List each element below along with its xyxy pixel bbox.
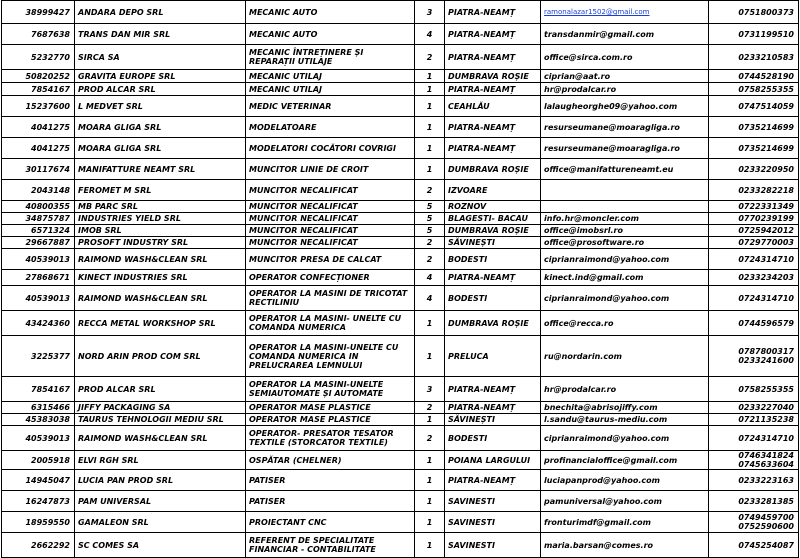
positions-count-cell: 1	[415, 159, 445, 180]
city-cell: PIATRA-NEAMȚ	[445, 138, 541, 159]
phone-cell	[709, 336, 799, 377]
phone-cell: 0233210583	[709, 45, 799, 70]
phone-cell: 0725942012	[709, 225, 799, 237]
company-name-cell: JIFFY PACKAGING SA	[75, 402, 246, 414]
company-code-cell: 40800355	[2, 201, 75, 213]
company-name-cell: MOARA GLIGA SRL	[75, 138, 246, 159]
company-code-cell: 43424360	[2, 311, 75, 336]
city-cell: PIATRA-NEAMȚ	[445, 270, 541, 286]
company-name-cell: L MEDVET SRL	[75, 96, 246, 117]
table-row	[2, 470, 799, 491]
email-cell: hr@prodalcar.ro	[541, 83, 709, 96]
company-code-cell: 7854167	[2, 83, 75, 96]
company-name-cell: FEROMET M SRL	[75, 180, 246, 201]
positions-count-cell: 1	[415, 96, 445, 117]
phone-cell: 0233281385	[709, 491, 799, 512]
job-title-cell: OPERATOR LA MASINI-UNELTE CU COMANDA NUMERICA IN PRELUCRAREA LEMNULUI	[246, 336, 415, 377]
company-name-cell: NORD ARIN PROD COM SRL	[75, 336, 246, 377]
email-cell: fronturimdf@gmail.com	[541, 512, 709, 533]
phone-cell: 0747514059	[709, 96, 799, 117]
company-code-cell: 6571324	[2, 225, 75, 237]
company-name-cell: SC COMES SA	[75, 533, 246, 558]
phone-line: 0787800317	[738, 347, 794, 356]
city-cell: CEAHLĂU	[445, 96, 541, 117]
email-cell: transdanmir@gmail.com	[541, 24, 709, 45]
table-row	[2, 336, 799, 377]
company-name-cell: KINECT INDUSTRIES SRL	[75, 270, 246, 286]
positions-count-cell: 1	[415, 83, 445, 96]
email-cell: ciprian@aat.ro	[541, 70, 709, 83]
job-title-cell: PATISER	[246, 491, 415, 512]
table-row	[2, 117, 799, 138]
email-cell: office@sirca.com.ro	[541, 45, 709, 70]
city-cell: BLAGESTI- BACAU	[445, 213, 541, 225]
phone-cell: 0721135238	[709, 414, 799, 426]
positions-count-cell: 2	[415, 237, 445, 249]
table-row	[2, 225, 799, 237]
job-vacancies-table	[1, 0, 799, 558]
city-cell: DUMBRAVA ROȘIE	[445, 311, 541, 336]
job-title-cell: MUNCITOR NECALIFICAT	[246, 180, 415, 201]
company-name-cell: IMOB SRL	[75, 225, 246, 237]
positions-count-cell: 5	[415, 213, 445, 225]
job-title-cell: OPERATOR LA MASINI-UNELTE SEMIAUTOMATE ȘI AUTOMATE	[246, 377, 415, 402]
email-cell: ru@nordarin.com	[541, 336, 709, 377]
table-row	[2, 512, 799, 533]
city-cell: POIANA LARGULUI	[445, 451, 541, 470]
company-code-cell: 2043148	[2, 180, 75, 201]
email-cell: bnechita@abrisojiffy.com	[541, 402, 709, 414]
company-code-cell: 6315466	[2, 402, 75, 414]
company-name-cell: ANDARA DEPO SRL	[75, 1, 246, 24]
positions-count-cell: 1	[415, 470, 445, 491]
email-link[interactable]: ramonalazar1502@gmail.com	[544, 8, 650, 16]
positions-count-cell: 4	[415, 24, 445, 45]
company-name-cell: RECCA METAL WORKSHOP SRL	[75, 311, 246, 336]
table-row	[2, 180, 799, 201]
phone-cell	[709, 451, 799, 470]
city-cell: BODESTI	[445, 286, 541, 311]
phone-cell: 0233234203	[709, 270, 799, 286]
city-cell: IZVOARE	[445, 180, 541, 201]
phone-cell: 0758255355	[709, 83, 799, 96]
city-cell: PRELUCA	[445, 336, 541, 377]
company-code-cell: 2662292	[2, 533, 75, 558]
email-cell: resurseumane@moaragliga.ro	[541, 138, 709, 159]
city-cell: PIATRA-NEAMȚ	[445, 45, 541, 70]
table-row	[2, 70, 799, 83]
company-name-cell: TAURUS TEHNOLOGII MEDIU SRL	[75, 414, 246, 426]
company-name-cell: GRAVITA EUROPE SRL	[75, 70, 246, 83]
job-title-cell: MECANIC AUTO	[246, 24, 415, 45]
city-cell: DUMBRAVA ROȘIE	[445, 225, 541, 237]
email-cell	[541, 180, 709, 201]
email-cell	[541, 1, 709, 24]
phone-line: 0745633604	[738, 460, 794, 469]
company-code-cell: 16247873	[2, 491, 75, 512]
positions-count-cell: 1	[415, 451, 445, 470]
email-cell: maria.barsan@comes.ro	[541, 533, 709, 558]
positions-count-cell: 1	[415, 512, 445, 533]
job-title-cell: PATISER	[246, 470, 415, 491]
company-code-cell: 3225377	[2, 336, 75, 377]
company-name-cell: MANIFATTURE NEAMT SRL	[75, 159, 246, 180]
table-row	[2, 451, 799, 470]
job-title-cell: OPERATOR LA MASINI DE TRICOTAT RECTILINIU	[246, 286, 415, 311]
table-row	[2, 213, 799, 225]
company-name-cell: PROD ALCAR SRL	[75, 377, 246, 402]
company-name-cell: RAIMOND WASH&CLEAN SRL	[75, 249, 246, 270]
job-title-cell: MUNCITOR NECALIFICAT	[246, 225, 415, 237]
city-cell: PIATRA-NEAMȚ	[445, 377, 541, 402]
city-cell: PIATRA-NEAMȚ	[445, 402, 541, 414]
city-cell: PIATRA-NEAMȚ	[445, 24, 541, 45]
city-cell: BODESTI	[445, 426, 541, 451]
company-name-cell: GAMALEON SRL	[75, 512, 246, 533]
phone-cell: 0722331349	[709, 201, 799, 213]
table-row	[2, 237, 799, 249]
company-name-cell: PROSOFT INDUSTRY SRL	[75, 237, 246, 249]
table-row	[2, 96, 799, 117]
email-cell: lalaugheorghe09@yahoo.com	[541, 96, 709, 117]
company-code-cell: 7854167	[2, 377, 75, 402]
table-row	[2, 377, 799, 402]
positions-count-cell: 5	[415, 201, 445, 213]
city-cell: PIATRA-NEAMȚ	[445, 117, 541, 138]
phone-line: 0233241600	[738, 356, 794, 365]
company-code-cell: 27868671	[2, 270, 75, 286]
company-code-cell: 40539013	[2, 249, 75, 270]
positions-count-cell: 1	[415, 533, 445, 558]
table-row	[2, 1, 799, 24]
phone-line: 0746341824	[738, 451, 794, 460]
company-code-cell: 7687638	[2, 24, 75, 45]
city-cell: SĂVINEȘTI	[445, 414, 541, 426]
phone-cell: 0233282218	[709, 180, 799, 201]
email-cell: ciprianraimond@yahoo.com	[541, 426, 709, 451]
table-row	[2, 491, 799, 512]
email-cell: pamuniversal@yahoo.com	[541, 491, 709, 512]
email-cell: office@recca.ro	[541, 311, 709, 336]
job-title-cell: MECANIC AUTO	[246, 1, 415, 24]
phone-cell: 0233223163	[709, 470, 799, 491]
positions-count-cell: 2	[415, 180, 445, 201]
company-code-cell: 5232770	[2, 45, 75, 70]
job-title-cell: OPERATOR MASE PLASTICE	[246, 402, 415, 414]
job-title-cell: MUNCITOR NECALIFICAT	[246, 201, 415, 213]
table-row	[2, 286, 799, 311]
positions-count-cell: 3	[415, 1, 445, 24]
city-cell: DUMBRAVA ROȘIE	[445, 70, 541, 83]
positions-count-cell: 1	[415, 117, 445, 138]
table-row	[2, 426, 799, 451]
job-title-cell: MUNCITOR PRESA DE CALCAT	[246, 249, 415, 270]
company-name-cell: RAIMOND WASH&CLEAN SRL	[75, 286, 246, 311]
phone-cell: 0745254087	[709, 533, 799, 558]
table-row	[2, 45, 799, 70]
phone-line: 0749459700	[738, 513, 794, 522]
table-row	[2, 311, 799, 336]
email-cell: info.hr@moncler.com	[541, 213, 709, 225]
company-code-cell: 40539013	[2, 426, 75, 451]
table-row	[2, 24, 799, 45]
city-cell: SAVINESTI	[445, 491, 541, 512]
table-row	[2, 138, 799, 159]
phone-cell: 0724314710	[709, 426, 799, 451]
table-row	[2, 533, 799, 558]
table-row	[2, 249, 799, 270]
positions-count-cell: 2	[415, 249, 445, 270]
job-title-cell: OPERATOR CONFECȚIONER	[246, 270, 415, 286]
city-cell: DUMBRAVA ROȘIE	[445, 159, 541, 180]
email-cell: ciprianraimond@yahoo.com	[541, 286, 709, 311]
phone-cell: 0770239199	[709, 213, 799, 225]
phone-cell: 0735214699	[709, 138, 799, 159]
company-name-cell: LUCIA PAN PROD SRL	[75, 470, 246, 491]
phone-cell: 0735214699	[709, 117, 799, 138]
email-cell: office@manifattureneamt.eu	[541, 159, 709, 180]
phone-cell: 0724314710	[709, 286, 799, 311]
company-code-cell: 50820252	[2, 70, 75, 83]
positions-count-cell: 4	[415, 286, 445, 311]
company-name-cell: ELVI RGH SRL	[75, 451, 246, 470]
email-cell: ciprianraimond@yahoo.com	[541, 249, 709, 270]
company-name-cell: PROD ALCAR SRL	[75, 83, 246, 96]
company-code-cell: 4041275	[2, 138, 75, 159]
phone-cell: 0744528190	[709, 70, 799, 83]
email-cell: l.sandu@taurus-mediu.com	[541, 414, 709, 426]
job-title-cell: REFERENT DE SPECIALITATE FINANCIAR - CONTABILITATE	[246, 533, 415, 558]
positions-count-cell: 1	[415, 70, 445, 83]
job-title-cell: OPERATOR LA MASINI- UNELTE CU COMANDA NUMERICA	[246, 311, 415, 336]
table-row	[2, 414, 799, 426]
phone-cell: 0731199510	[709, 24, 799, 45]
job-title-cell: MECANIC UTILAJ	[246, 70, 415, 83]
email-cell: office@prosoftware.ro	[541, 237, 709, 249]
city-cell: PIATRA-NEAMȚ	[445, 470, 541, 491]
positions-count-cell: 1	[415, 414, 445, 426]
table-body	[2, 1, 799, 558]
job-title-cell: OPERATOR- PRESATOR TESATOR TEXTILE (STORCATOR TEXTILE)	[246, 426, 415, 451]
job-title-cell: OSPĂTAR (CHELNER)	[246, 451, 415, 470]
phone-cell: 0729770003	[709, 237, 799, 249]
positions-count-cell: 3	[415, 377, 445, 402]
job-title-cell: MECANIC UTILAJ	[246, 83, 415, 96]
positions-count-cell: 1	[415, 336, 445, 377]
city-cell: SAVINESTI	[445, 533, 541, 558]
table-row	[2, 83, 799, 96]
email-cell	[541, 201, 709, 213]
phone-cell: 0233220950	[709, 159, 799, 180]
company-name-cell: RAIMOND WASH&CLEAN SRL	[75, 426, 246, 451]
company-name-cell: TRANS DAN MIR SRL	[75, 24, 246, 45]
phone-cell: 0744596579	[709, 311, 799, 336]
positions-count-cell: 2	[415, 402, 445, 414]
company-name-cell: INDUSTRIES YIELD SRL	[75, 213, 246, 225]
phone-cell: 0758255355	[709, 377, 799, 402]
job-title-cell: MUNCITOR LINIE DE CROIT	[246, 159, 415, 180]
phone-cell: 0751800373	[709, 1, 799, 24]
table-row	[2, 159, 799, 180]
positions-count-cell: 1	[415, 311, 445, 336]
email-cell: office@imobsrl.ro	[541, 225, 709, 237]
positions-count-cell: 2	[415, 426, 445, 451]
company-name-cell: MB PARC SRL	[75, 201, 246, 213]
table-row	[2, 402, 799, 414]
positions-count-cell: 1	[415, 138, 445, 159]
company-code-cell: 40539013	[2, 286, 75, 311]
email-cell: luciapanprod@yahoo.com	[541, 470, 709, 491]
job-title-cell: MUNCITOR NECALIFICAT	[246, 237, 415, 249]
phone-cell: 0724314710	[709, 249, 799, 270]
city-cell: PIATRA-NEAMȚ	[445, 1, 541, 24]
city-cell: PIATRA-NEAMȚ	[445, 83, 541, 96]
positions-count-cell: 4	[415, 270, 445, 286]
company-code-cell: 4041275	[2, 117, 75, 138]
company-code-cell: 14945047	[2, 470, 75, 491]
job-title-cell: MUNCITOR NECALIFICAT	[246, 213, 415, 225]
table-row	[2, 201, 799, 213]
company-name-cell: SIRCA SA	[75, 45, 246, 70]
job-title-cell: MODELATOARE	[246, 117, 415, 138]
company-code-cell: 45383038	[2, 414, 75, 426]
company-code-cell: 29667887	[2, 237, 75, 249]
company-code-cell: 15237600	[2, 96, 75, 117]
city-cell: ROZNOV	[445, 201, 541, 213]
company-code-cell: 34875787	[2, 213, 75, 225]
phone-cell	[709, 512, 799, 533]
positions-count-cell: 1	[415, 491, 445, 512]
company-code-cell: 18959550	[2, 512, 75, 533]
company-code-cell: 30117674	[2, 159, 75, 180]
company-name-cell: PAM UNIVERSAL	[75, 491, 246, 512]
phone-line: 0752590600	[738, 522, 794, 531]
company-code-cell: 38999427	[2, 1, 75, 24]
positions-count-cell: 2	[415, 45, 445, 70]
email-cell: resurseumane@moaragliga.ro	[541, 117, 709, 138]
email-cell: kinect.ind@gmail.com	[541, 270, 709, 286]
company-code-cell: 2005918	[2, 451, 75, 470]
table-row	[2, 270, 799, 286]
city-cell: SAVINESTI	[445, 512, 541, 533]
job-title-cell: OPERATOR MASE PLASTICE	[246, 414, 415, 426]
company-name-cell: MOARA GLIGA SRL	[75, 117, 246, 138]
phone-cell: 0233227040	[709, 402, 799, 414]
city-cell: BODESTI	[445, 249, 541, 270]
email-cell: hr@prodalcar.ro	[541, 377, 709, 402]
job-title-cell: PROIECTANT CNC	[246, 512, 415, 533]
job-title-cell: MEDIC VETERINAR	[246, 96, 415, 117]
city-cell: SĂVINEȘTI	[445, 237, 541, 249]
job-title-cell: MECANIC ÎNTREȚINERE ȘI REPARAȚII UTILAJE	[246, 45, 415, 70]
positions-count-cell: 5	[415, 225, 445, 237]
job-title-cell: MODELATORI COCĂTORI COVRIGI	[246, 138, 415, 159]
email-cell: profinancialoffice@gmail.com	[541, 451, 709, 470]
